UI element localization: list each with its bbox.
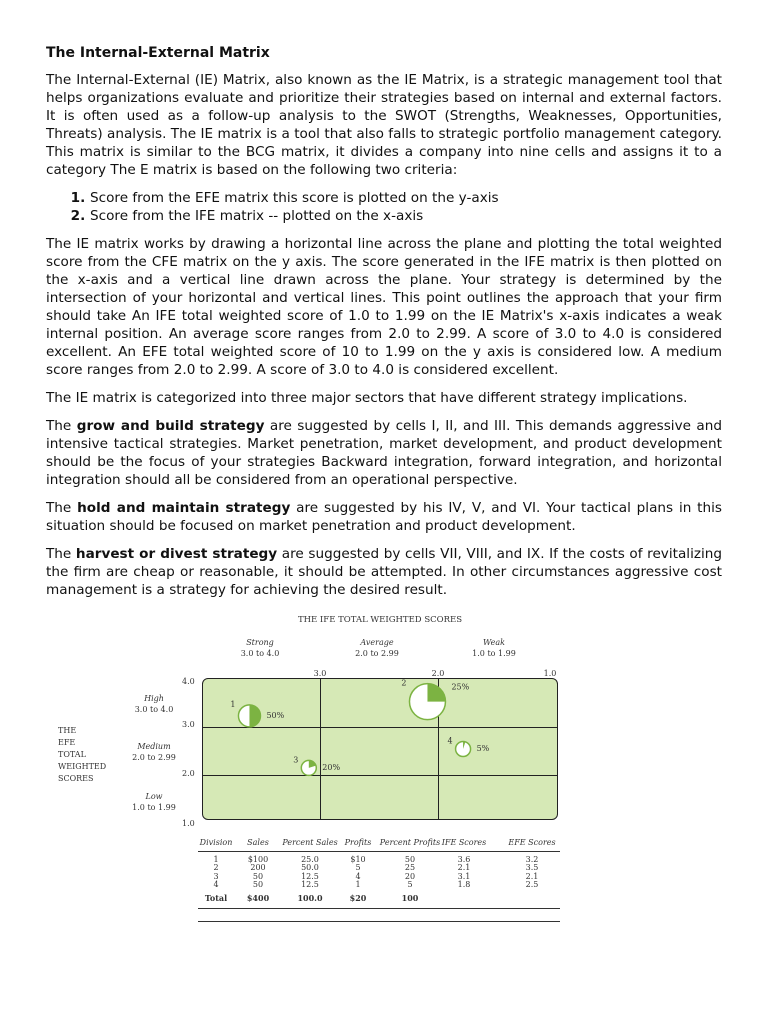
- bubble-label: 1: [230, 699, 236, 709]
- division-bubble-3: [293, 755, 340, 775]
- y-axis-title-line: THE: [58, 726, 77, 735]
- division-bubble-2: [401, 679, 469, 720]
- table-cell: $10: [350, 854, 366, 864]
- y-band-high-name: High: [144, 694, 164, 703]
- intro-paragraph: The Internal-External (IE) Matrix, also known as the IE Matrix, is a strategic management tool that helps organizations evaluate and prioritize their strategies based on internal and external factors. It is often used as a follow-up analysis to the SWOT (Strengths, Weaknesses, Opportunities, Threats) analysis. The IE matrix is a tool that also falls to strategic portfolio management category. This matrix is similar to the BCG matrix, it divides a company into nine cells and assigns it to a category The E matrix is based on the following two criteria:: [46, 72, 722, 178]
- x-band-average-range: 2.0 to 2.99: [355, 649, 399, 658]
- table-column-profits: [345, 839, 372, 902]
- table-cell: 5: [407, 880, 413, 889]
- y-tick-1: 1.0: [182, 819, 195, 828]
- y-axis-title-line: EFE: [58, 738, 76, 747]
- x-axis-title: THE IFE TOTAL WEIGHTED SCORES: [297, 615, 463, 625]
- works-paragraph: The IE matrix works by drawing a horizontal line across the plane and plotting the total weighted score from the CFE matrix on the y axis. The score generated in the IFE matrix is then plotted on the x-axis and a vertical line drawn across the plane. Your strategy is determined by the intersection of your horizontal and vertical lines. This point outlines the approach that your firm should take An IFE total weighted score of 1.0 to 1.99 on the IE Matrix's x-axis indicates a weak internal position. An average score ranges from 2.0 to 2.99. A score of 3.0 to 4.0 is considered excellent. An EFE total weighted score of 10 to 1.99 on the y axis is considered low. A medium score ranges from 2.0 to 2.99. A score of 3.0 to 4.0 is considered excellent.: [46, 236, 722, 378]
- table-cell: 3.5: [525, 863, 539, 872]
- table-column-percent-profits: [380, 839, 440, 902]
- hold-strategy-term: hold and maintain strategy: [77, 500, 291, 516]
- y-band-low-name: Low: [145, 792, 163, 801]
- table-header: Sales: [247, 838, 269, 847]
- table-cell: 25.0: [301, 854, 319, 864]
- x-band-strong-name: Strong: [246, 638, 274, 647]
- bubble-percent: 5%: [476, 744, 490, 753]
- table-cell: 4: [213, 880, 219, 889]
- table-cell: 25: [404, 863, 416, 872]
- grow-strategy-term: grow and build strategy: [76, 418, 265, 434]
- table-cell: 2.1: [525, 871, 539, 881]
- table-cell: 2.1: [457, 863, 471, 872]
- profit-slice: [249, 705, 260, 727]
- table-cell: 50: [252, 871, 264, 881]
- table-total-cell: 100: [401, 892, 419, 903]
- table-column-division: [200, 839, 233, 902]
- table-cell: 50: [252, 880, 264, 889]
- y-tick-2: 2.0: [182, 769, 195, 778]
- y-band-medium-range: 2.0 to 2.99: [132, 753, 176, 762]
- table-column-ife-scores: [442, 839, 487, 902]
- list-item: 2. Score from the IFE matrix -- plotted on the x-axis: [90, 207, 722, 225]
- harvest-strategy-term: harvest or divest strategy: [75, 546, 278, 562]
- table-total-cell: $400: [246, 892, 270, 903]
- bubble-label: 2: [401, 678, 407, 688]
- table-cell: 4: [355, 871, 361, 881]
- criteria-list: [46, 189, 722, 225]
- hold-paragraph: The hold and maintain strategy are suggested by his IV, V, and VI. Your tactical plans in this situation should be focused on market penetration and product development.: [46, 500, 722, 534]
- table-cell: 12.5: [301, 880, 319, 889]
- table-cell: 5: [355, 863, 361, 872]
- table-cell: 20: [404, 871, 416, 881]
- y-band-medium-name: Medium: [137, 742, 171, 751]
- table-total-cell: 100.0: [297, 892, 323, 903]
- table-header: EFE Scores: [508, 838, 556, 847]
- ie-matrix-figure: [50, 610, 570, 930]
- table-header: Percent Profits: [379, 838, 441, 847]
- division-table: [198, 839, 560, 929]
- table-cell: $100: [247, 854, 269, 864]
- table-cell: 3.2: [525, 854, 539, 864]
- bubble-percent: 50%: [266, 710, 285, 720]
- table-cell: 12.5: [301, 871, 319, 881]
- x-band-average-name: Average: [360, 638, 394, 647]
- table-column-sales: [247, 839, 269, 902]
- y-axis-title-line: WEIGHTED: [58, 762, 107, 771]
- grow-paragraph: The grow and build strategy are suggested by cells I, II, and III. This demands aggressive and intensive tactical strategies. Market penetration, market development, and product development should be the focus of your strategies Backward integration, forward integration, and horizontal integration should all be considered from an operational perspective.: [46, 418, 722, 488]
- bubble-percent: 25%: [451, 682, 470, 692]
- y-tick-3: 3.0: [182, 720, 195, 729]
- table-column-percent-sales: [282, 839, 337, 902]
- table-header: Profits: [344, 838, 372, 847]
- table-cell: 3.6: [457, 854, 471, 864]
- table-column-efe-scores: [508, 839, 555, 902]
- table-cell: 50: [404, 854, 416, 864]
- bubble-percent: 20%: [322, 762, 341, 772]
- table-header: IFE Scores: [441, 838, 487, 847]
- x-band-weak-range: 1.0 to 1.99: [472, 649, 516, 658]
- table-total-cell: Total: [204, 892, 228, 903]
- bubble-label: 3: [293, 755, 299, 765]
- y-axis-title-line: TOTAL: [58, 750, 86, 759]
- table-cell: 3.1: [457, 871, 471, 881]
- list-item: 1. Score from the EFE matrix this score is plotted on the y-axis: [90, 189, 722, 207]
- profit-slice: [427, 684, 445, 702]
- harvest-paragraph: The harvest or divest strategy are suggested by cells VII, VIII, and IX. If the costs of revitalizing the firm are cheap or reasonable, it should be attempted. In other circumstances aggressive cost management is a strategy for achieving the desired result.: [46, 546, 723, 598]
- table-cell: 1.8: [457, 880, 471, 889]
- table-cell: 2.5: [525, 880, 539, 889]
- table-total-cell: [442, 894, 487, 903]
- x-tick-1: 1.0: [543, 669, 557, 678]
- page-title: The Internal-External Matrix: [46, 45, 270, 61]
- y-band-high-range: 3.0 to 4.0: [134, 705, 174, 714]
- document-body: [46, 44, 722, 609]
- x-tick-2: 2.0: [431, 669, 445, 678]
- division-bubbles: [202, 678, 558, 820]
- y-axis-title-line: SCORES: [58, 774, 94, 783]
- table-cell: 3: [213, 871, 219, 881]
- table-total-cell: [508, 894, 555, 903]
- table-cell: 1: [213, 854, 219, 864]
- table-total-cell: $20: [349, 892, 367, 903]
- x-tick-3: 3.0: [313, 669, 327, 678]
- x-band-weak-name: Weak: [483, 638, 505, 647]
- x-band-strong-range: 3.0 to 4.0: [240, 649, 280, 658]
- table-cell: 50.0: [301, 863, 319, 872]
- sectors-paragraph: The IE matrix is categorized into three major sectors that have different strategy implications.: [46, 390, 688, 406]
- table-header: Division: [199, 838, 233, 847]
- bubble-label: 4: [447, 736, 453, 746]
- table-cell: 2: [213, 863, 219, 872]
- table-cell: 1: [355, 880, 361, 889]
- table-cell: 200: [250, 863, 266, 872]
- division-bubble-4: [447, 737, 489, 757]
- y-band-low-range: 1.0 to 1.99: [132, 803, 176, 812]
- y-tick-4: 4.0: [182, 677, 195, 686]
- division-bubble-1: [230, 700, 284, 727]
- table-header: Percent Sales: [282, 838, 338, 847]
